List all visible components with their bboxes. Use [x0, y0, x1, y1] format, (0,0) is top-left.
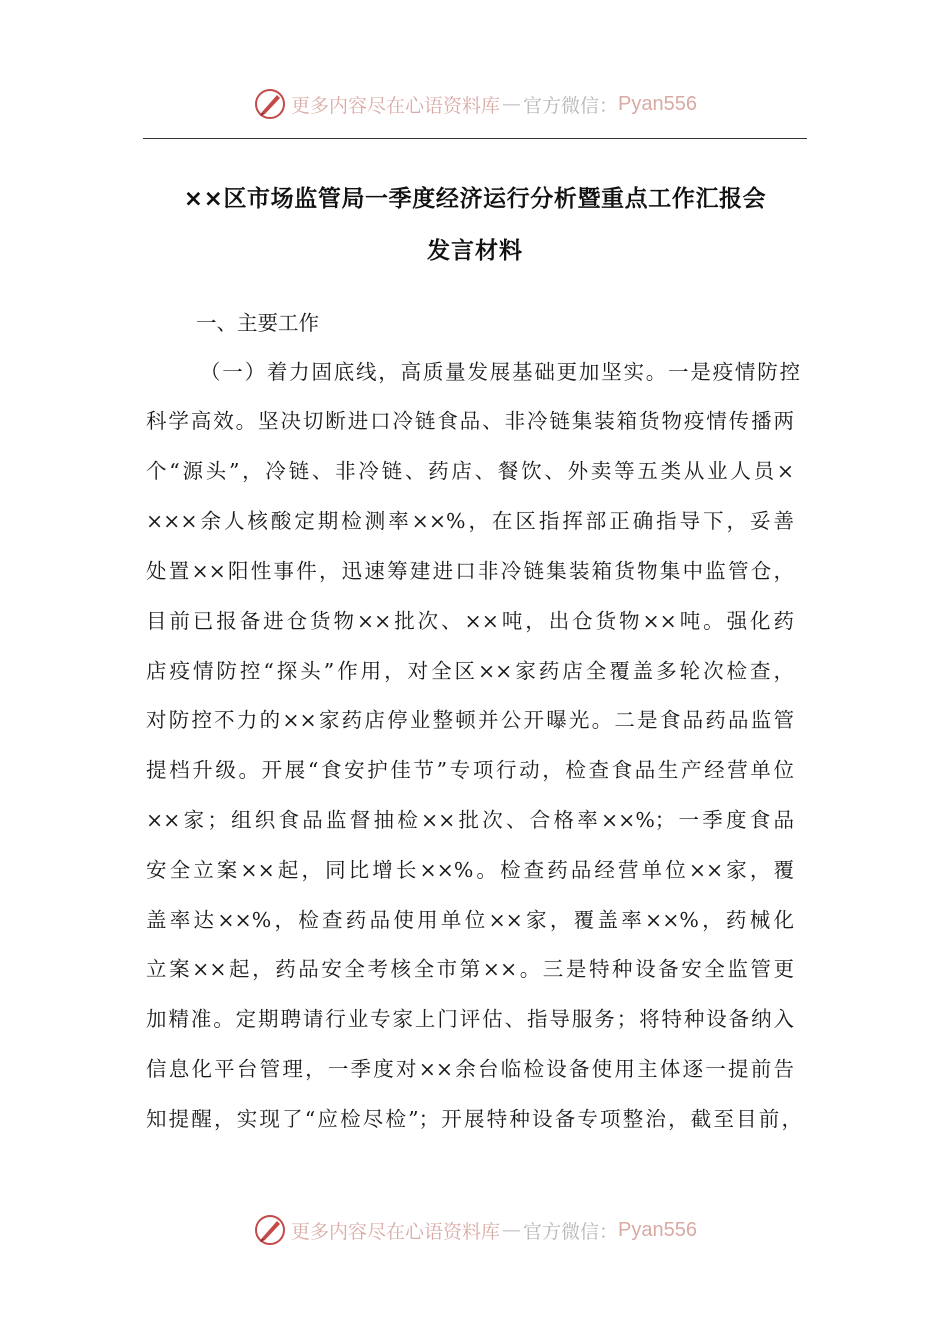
header-watermark: [0, 82, 950, 126]
watermark-text: 更多内容尽在心语资料库: [291, 1220, 501, 1243]
watermark-wechat-id: Pyan556: [618, 92, 697, 115]
watermark-text: 更多内容尽在心语资料库: [291, 94, 501, 117]
paragraph-line: 目前已报备进仓货物××批次、××吨，出仓货物××吨。强化药: [146, 609, 794, 633]
paragraph-line: （一）着力固底线，高质量发展基础更加坚实。一是疫情防控: [200, 360, 800, 384]
paragraph-line: 信息化平台管理，一季度对××余台临检设备使用主体逐一提前告: [146, 1057, 794, 1081]
paragraph-line: 科学高效。坚决切断进口冷链食品、非冷链集装箱货物疫情传播两: [146, 409, 794, 433]
watermark-dash: —: [502, 1219, 522, 1241]
quill-logo-icon: [253, 1213, 287, 1247]
paragraph-line: 提档升级。开展“食安护佳节”专项行动，检查食品生产经营单位: [146, 758, 794, 782]
paragraph-line: 盖率达××%，检查药品使用单位××家，覆盖率××%，药械化: [146, 908, 794, 932]
paragraph-line: ××家；组织食品监督抽检××批次、合格率××%；一季度食品: [146, 808, 794, 832]
paragraph-line: 个“源头”，冷链、非冷链、药店、餐饮、外卖等五类从业人员×: [146, 459, 794, 483]
quill-logo-icon: [253, 87, 287, 121]
paragraph-line: 安全立案××起，同比增长××%。检查药品经营单位××家，覆: [146, 858, 794, 882]
paragraph-line: ×××余人核酸定期检测率××%，在区指挥部正确指导下，妥善: [146, 509, 794, 533]
paragraph-line: 知提醒，实现了“应检尽检”；开展特种设备专项整治，截至目前，: [146, 1107, 802, 1131]
paragraph-line: 对防控不力的××家药店停业整顿并公开曝光。二是食品药品监管: [146, 708, 794, 732]
section-heading: 一、主要工作: [196, 311, 319, 335]
header-divider: [143, 138, 807, 139]
footer-watermark: [0, 1208, 950, 1252]
document-title: ××区市场监管局一季度经济运行分析暨重点工作汇报会: [183, 186, 767, 212]
paragraph-line: 处置××阳性事件，迅速筹建进口非冷链集装箱货物集中监管仓，: [146, 559, 794, 583]
paragraph-line: 立案××起，药品安全考核全市第××。三是特种设备安全监管更: [146, 957, 794, 981]
watermark-wechat-id: Pyan556: [618, 1218, 697, 1241]
watermark-wechat-label: 官方微信：: [523, 94, 619, 117]
watermark-dash: —: [502, 93, 522, 115]
paragraph-line: 加精准。定期聘请行业专家上门评估、指导服务；将特种设备纳入: [146, 1007, 794, 1031]
watermark-wechat-label: 官方微信：: [523, 1220, 619, 1243]
paragraph-line: 店疫情防控“探头”作用，对全区××家药店全覆盖多轮次检查，: [146, 659, 794, 683]
document-title-continued: 发言材料: [427, 238, 523, 264]
